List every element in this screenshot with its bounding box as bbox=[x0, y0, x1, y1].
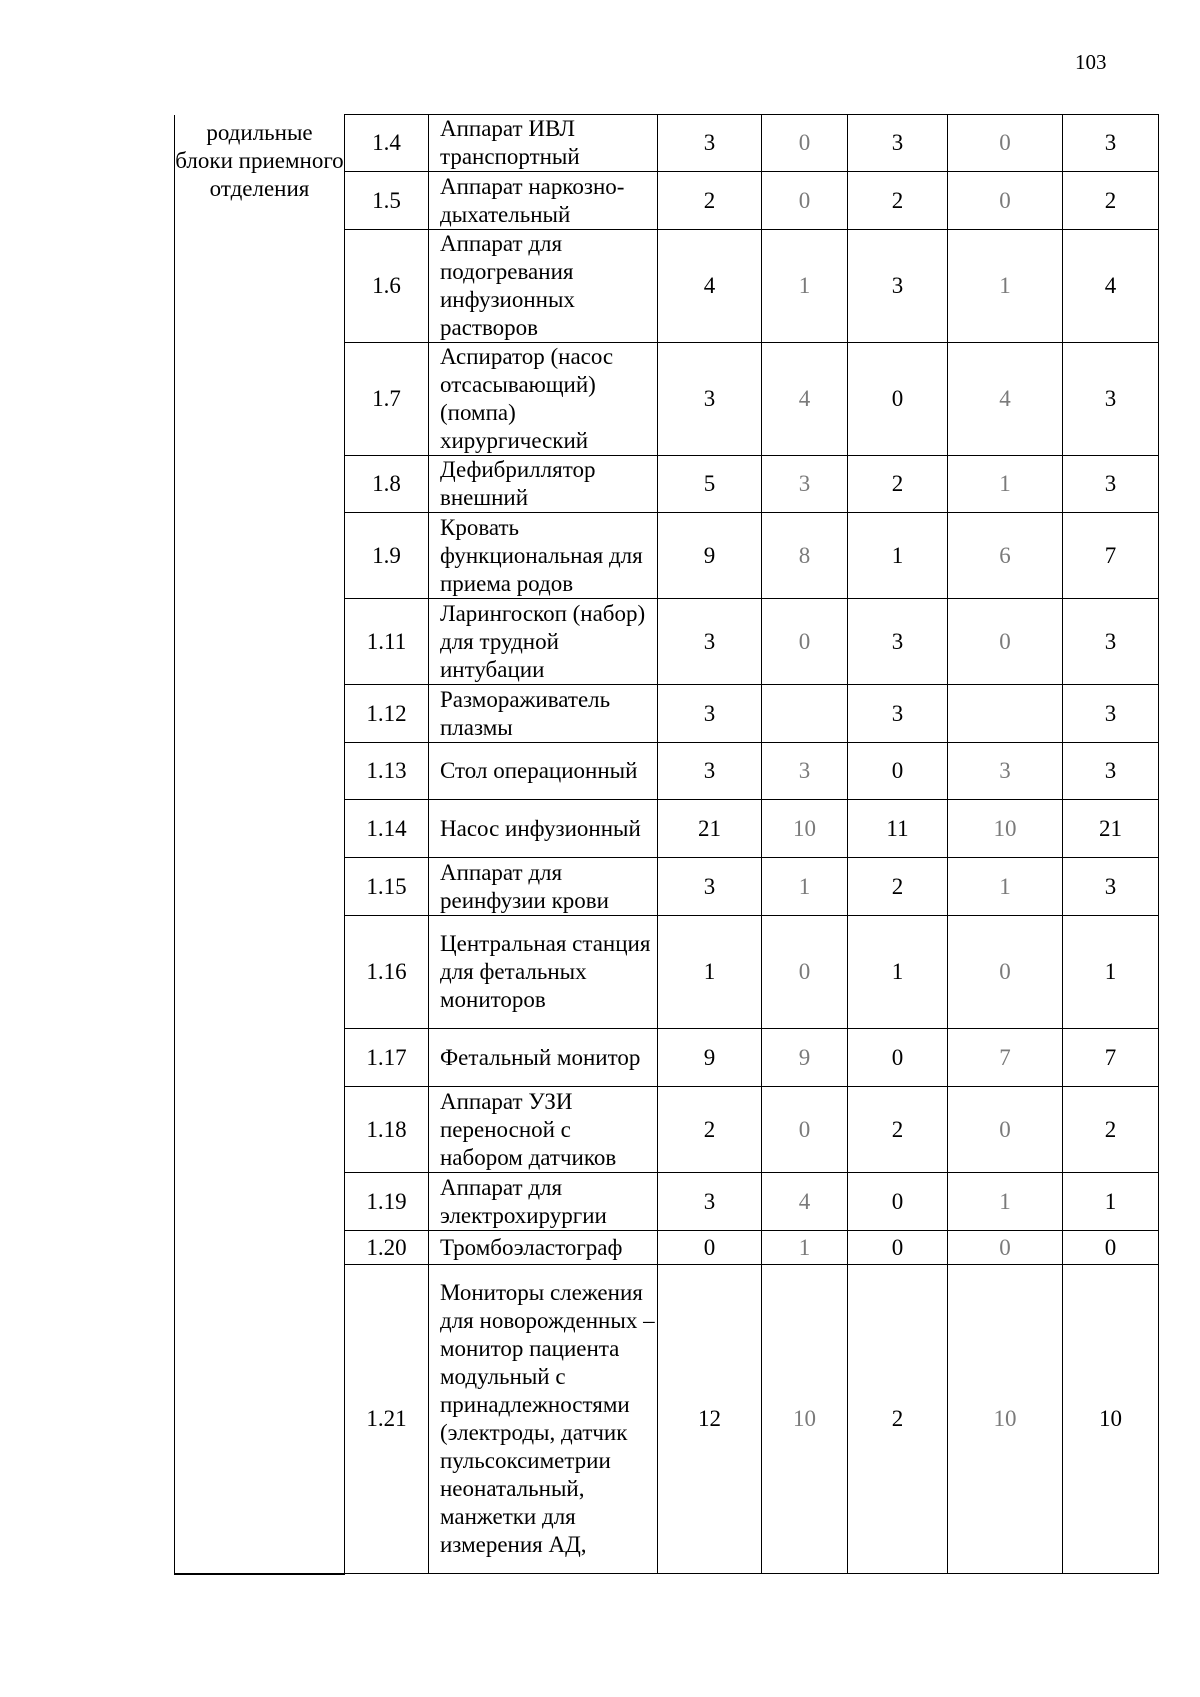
value-cell-4: 3 bbox=[948, 743, 1063, 800]
value-cell-3: 0 bbox=[848, 1029, 948, 1087]
equipment-name: Аспиратор (насос отсасывающий) (помпа) хирургический bbox=[429, 343, 658, 456]
value-cell-2: 1 bbox=[762, 858, 848, 916]
value-cell-4: 1 bbox=[948, 858, 1063, 916]
value-cell-3: 3 bbox=[848, 685, 948, 743]
value-cell-2: 10 bbox=[762, 1265, 848, 1574]
value-cell-2: 0 bbox=[762, 916, 848, 1029]
value-cell-5: 7 bbox=[1063, 513, 1159, 599]
value-cell-2: 4 bbox=[762, 1173, 848, 1231]
value-cell-1: 4 bbox=[658, 230, 762, 343]
equipment-name: Кровать функциональная для приема родов bbox=[429, 513, 658, 599]
value-cell-1: 3 bbox=[658, 343, 762, 456]
row-number: 1.4 bbox=[345, 115, 429, 172]
value-cell-4: 6 bbox=[948, 513, 1063, 599]
row-number: 1.7 bbox=[345, 343, 429, 456]
value-cell-2: 3 bbox=[762, 456, 848, 513]
row-number: 1.11 bbox=[345, 599, 429, 685]
row-number: 1.5 bbox=[345, 172, 429, 230]
row-number: 1.19 bbox=[345, 1173, 429, 1231]
value-cell-2: 1 bbox=[762, 1231, 848, 1265]
row-number: 1.9 bbox=[345, 513, 429, 599]
value-cell-5: 3 bbox=[1063, 685, 1159, 743]
value-cell-2: 9 bbox=[762, 1029, 848, 1087]
value-cell-3: 3 bbox=[848, 599, 948, 685]
row-number: 1.8 bbox=[345, 456, 429, 513]
value-cell-1: 0 bbox=[658, 1231, 762, 1265]
row-number: 1.15 bbox=[345, 858, 429, 916]
value-cell-2: 0 bbox=[762, 599, 848, 685]
value-cell-5: 3 bbox=[1063, 743, 1159, 800]
equipment-name: Аппарат для реинфузии крови bbox=[429, 858, 658, 916]
value-cell-4: 4 bbox=[948, 343, 1063, 456]
value-cell-3: 2 bbox=[848, 1265, 948, 1574]
value-cell-4: 0 bbox=[948, 916, 1063, 1029]
value-cell-4: 0 bbox=[948, 1231, 1063, 1265]
value-cell-4 bbox=[948, 685, 1063, 743]
value-cell-2: 4 bbox=[762, 343, 848, 456]
row-number: 1.6 bbox=[345, 230, 429, 343]
value-cell-1: 12 bbox=[658, 1265, 762, 1574]
equipment-table bbox=[174, 114, 1159, 1575]
value-cell-5: 3 bbox=[1063, 858, 1159, 916]
value-cell-1: 3 bbox=[658, 685, 762, 743]
value-cell-3: 1 bbox=[848, 513, 948, 599]
value-cell-2: 0 bbox=[762, 115, 848, 172]
equipment-name: Ларингоскоп (набор) для трудной интубации bbox=[429, 599, 658, 685]
value-cell-4: 1 bbox=[948, 230, 1063, 343]
value-cell-5: 7 bbox=[1063, 1029, 1159, 1087]
table-body bbox=[175, 115, 1159, 1574]
value-cell-5: 2 bbox=[1063, 172, 1159, 230]
value-cell-3: 2 bbox=[848, 1087, 948, 1173]
row-number: 1.20 bbox=[345, 1231, 429, 1265]
value-cell-3: 3 bbox=[848, 115, 948, 172]
value-cell-5: 2 bbox=[1063, 1087, 1159, 1173]
value-cell-1: 3 bbox=[658, 115, 762, 172]
equipment-name: Аппарат наркозно-дыхательный bbox=[429, 172, 658, 230]
equipment-name: Фетальный монитор bbox=[429, 1029, 658, 1087]
equipment-name: Тромбоэластограф bbox=[429, 1231, 658, 1265]
value-cell-3: 3 bbox=[848, 230, 948, 343]
value-cell-1: 1 bbox=[658, 916, 762, 1029]
value-cell-2: 3 bbox=[762, 743, 848, 800]
value-cell-1: 3 bbox=[658, 599, 762, 685]
value-cell-2: 10 bbox=[762, 800, 848, 858]
value-cell-3: 0 bbox=[848, 743, 948, 800]
value-cell-2: 8 bbox=[762, 513, 848, 599]
equipment-name: Стол операционный bbox=[429, 743, 658, 800]
value-cell-1: 3 bbox=[658, 1173, 762, 1231]
value-cell-4: 0 bbox=[948, 599, 1063, 685]
value-cell-3: 2 bbox=[848, 456, 948, 513]
equipment-name: Мониторы слежения для новорожденных – монитор пациента модульный с принадлежностями (электроды, датчик пульсоксиметрии неонатальный, манжетки для измерения АД, bbox=[429, 1265, 658, 1574]
value-cell-5: 21 bbox=[1063, 800, 1159, 858]
value-cell-4: 0 bbox=[948, 172, 1063, 230]
value-cell-5: 3 bbox=[1063, 599, 1159, 685]
value-cell-5: 4 bbox=[1063, 230, 1159, 343]
section-label: родильные блоки приемного отделения bbox=[175, 115, 345, 1574]
equipment-name: Центральная станция для фетальных мониторов bbox=[429, 916, 658, 1029]
value-cell-1: 2 bbox=[658, 1087, 762, 1173]
value-cell-2 bbox=[762, 685, 848, 743]
table-row bbox=[175, 115, 1159, 172]
value-cell-4: 0 bbox=[948, 1087, 1063, 1173]
equipment-name: Аппарат для электрохирургии bbox=[429, 1173, 658, 1231]
value-cell-1: 9 bbox=[658, 1029, 762, 1087]
equipment-name: Аппарат для подогревания инфузионных растворов bbox=[429, 230, 658, 343]
value-cell-3: 2 bbox=[848, 858, 948, 916]
value-cell-2: 1 bbox=[762, 230, 848, 343]
equipment-name: Дефибриллятор внешний bbox=[429, 456, 658, 513]
equipment-name: Аппарат УЗИ переносной с набором датчиков bbox=[429, 1087, 658, 1173]
value-cell-5: 1 bbox=[1063, 1173, 1159, 1231]
value-cell-3: 0 bbox=[848, 343, 948, 456]
row-number: 1.16 bbox=[345, 916, 429, 1029]
value-cell-5: 3 bbox=[1063, 115, 1159, 172]
value-cell-5: 1 bbox=[1063, 916, 1159, 1029]
value-cell-1: 5 bbox=[658, 456, 762, 513]
value-cell-4: 7 bbox=[948, 1029, 1063, 1087]
value-cell-1: 21 bbox=[658, 800, 762, 858]
value-cell-3: 0 bbox=[848, 1231, 948, 1265]
equipment-name: Насос инфузионный bbox=[429, 800, 658, 858]
value-cell-4: 1 bbox=[948, 456, 1063, 513]
value-cell-3: 11 bbox=[848, 800, 948, 858]
row-number: 1.14 bbox=[345, 800, 429, 858]
page-number: 103 bbox=[1075, 50, 1107, 74]
value-cell-2: 0 bbox=[762, 172, 848, 230]
value-cell-1: 3 bbox=[658, 858, 762, 916]
row-number: 1.18 bbox=[345, 1087, 429, 1173]
value-cell-5: 10 bbox=[1063, 1265, 1159, 1574]
row-number: 1.12 bbox=[345, 685, 429, 743]
row-number: 1.21 bbox=[345, 1265, 429, 1574]
equipment-name: Размораживатель плазмы bbox=[429, 685, 658, 743]
value-cell-5: 3 bbox=[1063, 343, 1159, 456]
value-cell-4: 10 bbox=[948, 800, 1063, 858]
row-number: 1.13 bbox=[345, 743, 429, 800]
value-cell-1: 2 bbox=[658, 172, 762, 230]
value-cell-5: 3 bbox=[1063, 456, 1159, 513]
value-cell-4: 10 bbox=[948, 1265, 1063, 1574]
value-cell-3: 1 bbox=[848, 916, 948, 1029]
row-number: 1.17 bbox=[345, 1029, 429, 1087]
value-cell-3: 2 bbox=[848, 172, 948, 230]
value-cell-5: 0 bbox=[1063, 1231, 1159, 1265]
equipment-name: Аппарат ИВЛ транспортный bbox=[429, 115, 658, 172]
value-cell-3: 0 bbox=[848, 1173, 948, 1231]
value-cell-2: 0 bbox=[762, 1087, 848, 1173]
value-cell-1: 3 bbox=[658, 743, 762, 800]
value-cell-4: 1 bbox=[948, 1173, 1063, 1231]
value-cell-4: 0 bbox=[948, 115, 1063, 172]
value-cell-1: 9 bbox=[658, 513, 762, 599]
